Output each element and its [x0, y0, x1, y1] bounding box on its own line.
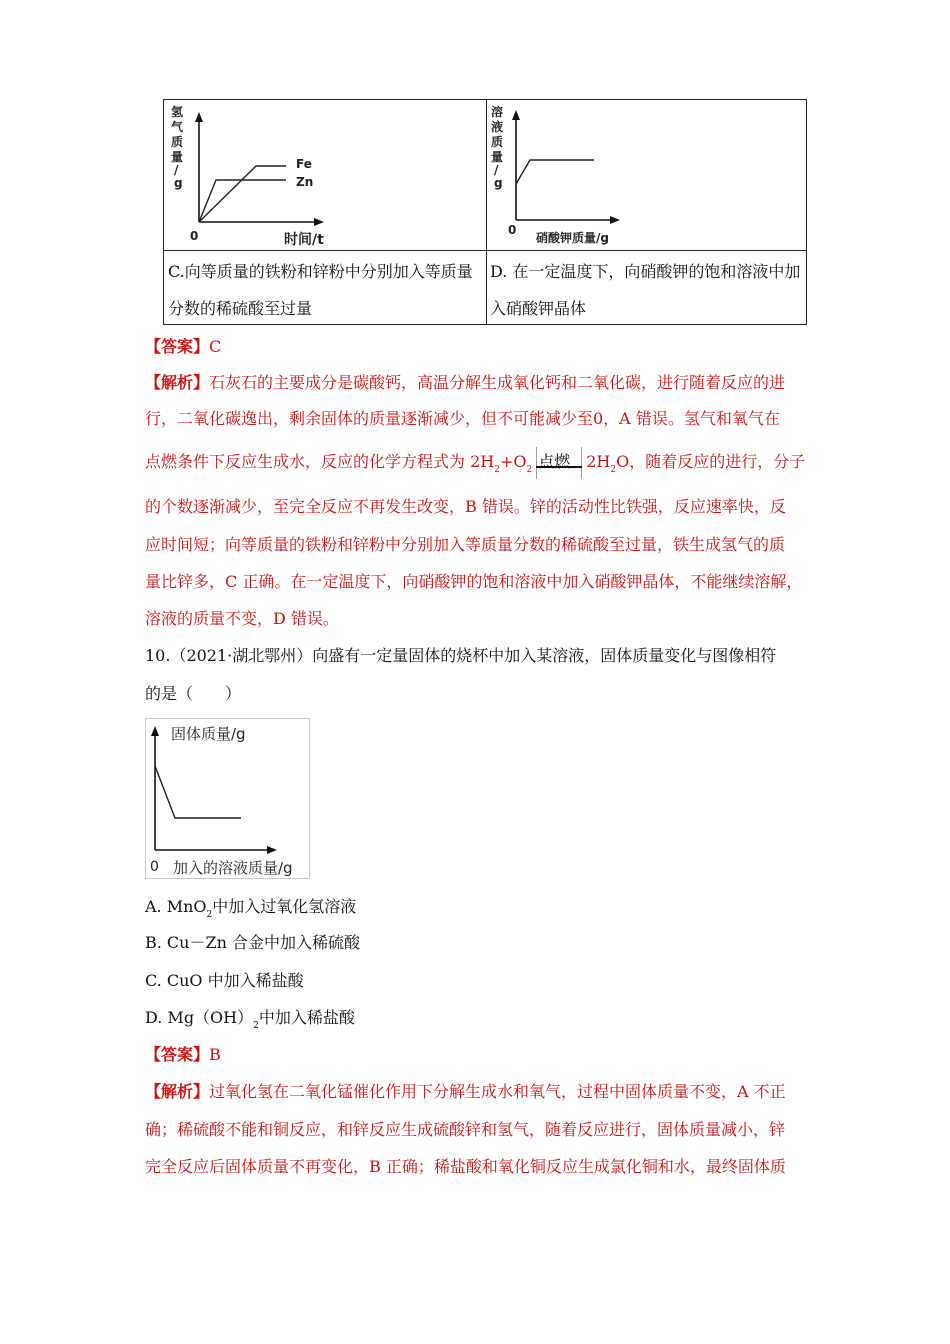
analysis-10-text-1: 过氧化氢在二氧化锰催化作用下分解生成水和氧气，过程中固体质量不变，A 不正 [209, 1082, 786, 1101]
analysis-9-line-5: 应时间短；向等质量的铁粉和锌粉中分别加入等质量分数的稀硫酸至过量，铁生成氢气的质 [145, 535, 786, 554]
option-10-c: C. CuO 中加入稀盐酸 [145, 971, 304, 990]
analysis-tag: 【解析】 [145, 373, 210, 392]
analysis-9-line-4: 的个数逐渐减少，至完全反应不再发生改变，B 错误。锌的活动性比铁强，反应速率快，反 [145, 497, 786, 516]
graph-d-origin: 0 [508, 223, 517, 237]
graph-c-xlabel: 时间/t [284, 232, 324, 248]
graph-c-ylabel-5: / [174, 163, 179, 177]
option-d-text: D. 在一定温度下，向硝酸钾的饱和溶液中加入硝酸钾晶体 [490, 262, 801, 318]
graph-d-ylabel-5: / [494, 163, 499, 177]
answer-value: C [209, 337, 222, 356]
graph-c-fe-line [199, 166, 286, 222]
graph-c-ylabel-1: 氢 [171, 105, 184, 119]
graph-c [168, 102, 338, 248]
table-divider-horizontal [164, 250, 806, 251]
option-10-a [145, 896, 356, 926]
analysis-10-tag: 【解析】 [145, 1082, 210, 1101]
graph-c-y-arrow [195, 112, 203, 122]
graph-10-ylabel: 固体质量/g [171, 725, 246, 743]
answer-10 [145, 1044, 221, 1066]
condition-label: 点燃 [538, 451, 571, 471]
option-c-text: C.向等质量的铁粉和锌粉中分别加入等质量分数的稀硫酸至过量 [168, 262, 473, 318]
graph-d-x-arrow [610, 216, 620, 224]
equation-suffix: ，随着反应的进行，分子 [629, 452, 806, 471]
option-a-prefix: A. MnO [145, 897, 207, 916]
answer-10-tag: 【答案】 [145, 1045, 210, 1064]
analysis-9-line-2: 行，二氧化碳逸出，剩余固体的质量逐渐减少，但不可能减少至0，A 错误。氢气和氧气在 [145, 409, 780, 428]
graph-c-zn-label: Zn [296, 175, 314, 189]
analysis-9-line-1 [145, 372, 785, 394]
graph-d-ylabel-4: 量 [491, 150, 504, 164]
analysis-9-line-3 [145, 446, 805, 486]
question-10-line-1: 10.（2021·湖北鄂州）向盛有一定量固体的烧杯中加入某溶液，固体质量变化与图像相符 [145, 646, 777, 665]
graph-10-origin: 0 [150, 859, 159, 875]
equation-product-o: O [616, 452, 630, 471]
graph-c-x-arrow [314, 218, 324, 226]
analysis-10-line-3: 完全反应后固体质量不再变化，B 正确；稀盐酸和氧化铜反应生成氯化铜和水，最终固体质 [145, 1157, 786, 1176]
graph-c-fe-label: Fe [296, 157, 312, 171]
graph-d-y-arrow [512, 110, 520, 120]
answer-10-value: B [209, 1045, 221, 1064]
graph-c-ylabel-6: g [174, 176, 183, 190]
options-table [163, 99, 807, 325]
graph-d-xlabel: 硝酸钾质量/g [536, 231, 609, 245]
h2-subscript: 2 [494, 465, 500, 475]
option-a-suffix: 中加入过氧化氢溶液 [212, 897, 357, 916]
analysis-9-line-7: 溶液的质量不变，D 错误。 [145, 609, 339, 628]
graph-c-origin: 0 [190, 229, 199, 243]
graph-d-ylabel-6: g [494, 176, 503, 190]
graph-10 [145, 718, 311, 880]
answer-tag: 【答案】 [145, 337, 210, 356]
graph-d [490, 102, 630, 248]
option-a-subscript: 2 [206, 910, 213, 920]
analysis-9-text-1: 石灰石的主要成分是碳酸钙，高温分解生成氧化钙和二氧化碳，进行随着反应的进 [209, 373, 786, 392]
equation-o2: +O [499, 452, 527, 471]
graph-c-ylabel-2: 气 [171, 120, 184, 134]
analysis-10-line-1 [145, 1081, 786, 1103]
equation-product: 2H [586, 452, 611, 471]
option-d-subscript: 2 [253, 1021, 259, 1031]
graph-d-ylabel-3: 质 [491, 135, 504, 149]
option-d-suffix: 中加入稀盐酸 [258, 1008, 355, 1027]
equation-prefix: 点燃条件下反应生成水，反应的化学方程式为 2H [145, 452, 495, 471]
answer-9 [145, 336, 221, 358]
graph-10-xlabel: 加入的溶液质量/g [173, 859, 293, 877]
reaction-condition [536, 447, 582, 479]
graph-d-ylabel-1: 溶 [491, 105, 504, 119]
option-10-b: B. Cu－Zn 合金中加入稀硫酸 [145, 933, 360, 952]
graph-d-ylabel-2: 液 [491, 120, 504, 134]
graph-d-line [516, 160, 594, 184]
h2o-subscript: 2 [610, 465, 617, 475]
option-10-d [145, 1007, 355, 1037]
o2-subscript: 2 [526, 465, 533, 475]
table-divider-vertical [486, 100, 487, 324]
graph-c-ylabel-3: 质 [171, 135, 184, 149]
analysis-10-line-2: 确；稀硫酸不能和铜反应，和锌反应生成硫酸锌和氢气，随着反应进行，固体质量减小，锌 [145, 1120, 786, 1139]
graph-c-ylabel-4: 量 [171, 150, 184, 164]
option-d-prefix: D. Mg（OH） [145, 1008, 254, 1027]
question-10-line-2: 的是（ ） [145, 684, 242, 703]
graph-c-zn-line [199, 180, 286, 222]
analysis-9-line-6: 量比锌多，C 正确。在一定温度下，向硝酸钾的饱和溶液中加入硝酸钾晶体，不能继续溶解， [145, 572, 803, 591]
